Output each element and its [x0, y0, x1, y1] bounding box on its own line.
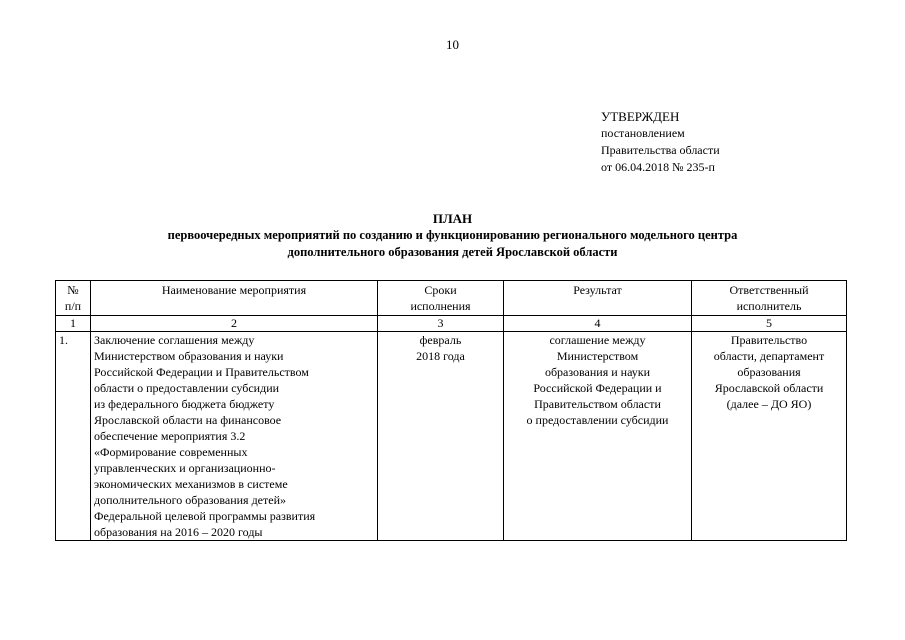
plan-title	[0, 210, 905, 261]
column-number-cell: 1	[56, 316, 91, 332]
plan-table	[55, 280, 847, 541]
deadline-cell: февраль 2018 года	[378, 332, 504, 541]
approval-heading: УТВЕРЖДЕН	[601, 109, 680, 124]
row-number-cell: 1.	[56, 332, 91, 541]
header-cell-number: № п/п	[56, 281, 91, 316]
plan-subtitle-line: дополнительного образования детей Ярославской области	[287, 245, 618, 259]
header-cell-result: Результат	[504, 281, 692, 316]
approval-line: постановлением	[601, 126, 685, 140]
executor-cell: Правительство области, департамент образования Ярославской области (далее – ДО ЯО)	[692, 332, 847, 541]
approval-line: Правительства области	[601, 143, 720, 157]
header-cell-executor: Ответственный исполнитель	[692, 281, 847, 316]
column-number-cell: 5	[692, 316, 847, 332]
event-cell: Заключение соглашения между Министерством образования и науки Российской Федерации и Правительством области о предоставлении субсидии из федерального бюджета бюджету Ярославской области на финансовое обеспечение мероприятия 3.2 «Формирование современных управленческих и организационно- экономических механизмов в системе дополнительного образования детей» Федеральной целевой программы развития образования на 2016 – 2020 годы	[91, 332, 378, 541]
column-number-cell: 4	[504, 316, 692, 332]
plan-heading: ПЛАН	[432, 211, 473, 226]
approval-stamp	[601, 108, 720, 176]
result-cell: соглашение между Министерством образования и науки Российской Федерации и Правительством области о предоставлении субсидии	[504, 332, 692, 541]
table-header-row	[56, 281, 847, 316]
column-number-row	[56, 316, 847, 332]
column-number-cell: 3	[378, 316, 504, 332]
approval-line: от 06.04.2018 № 235-п	[601, 160, 715, 174]
header-cell-deadline: Сроки исполнения	[378, 281, 504, 316]
plan-subtitle-line: первоочередных мероприятий по созданию и функционированию регионального модельного центра	[167, 228, 738, 242]
table-row	[56, 332, 847, 541]
header-cell-event: Наименование мероприятия	[91, 281, 378, 316]
column-number-cell: 2	[91, 316, 378, 332]
page-number: 10	[446, 37, 459, 52]
